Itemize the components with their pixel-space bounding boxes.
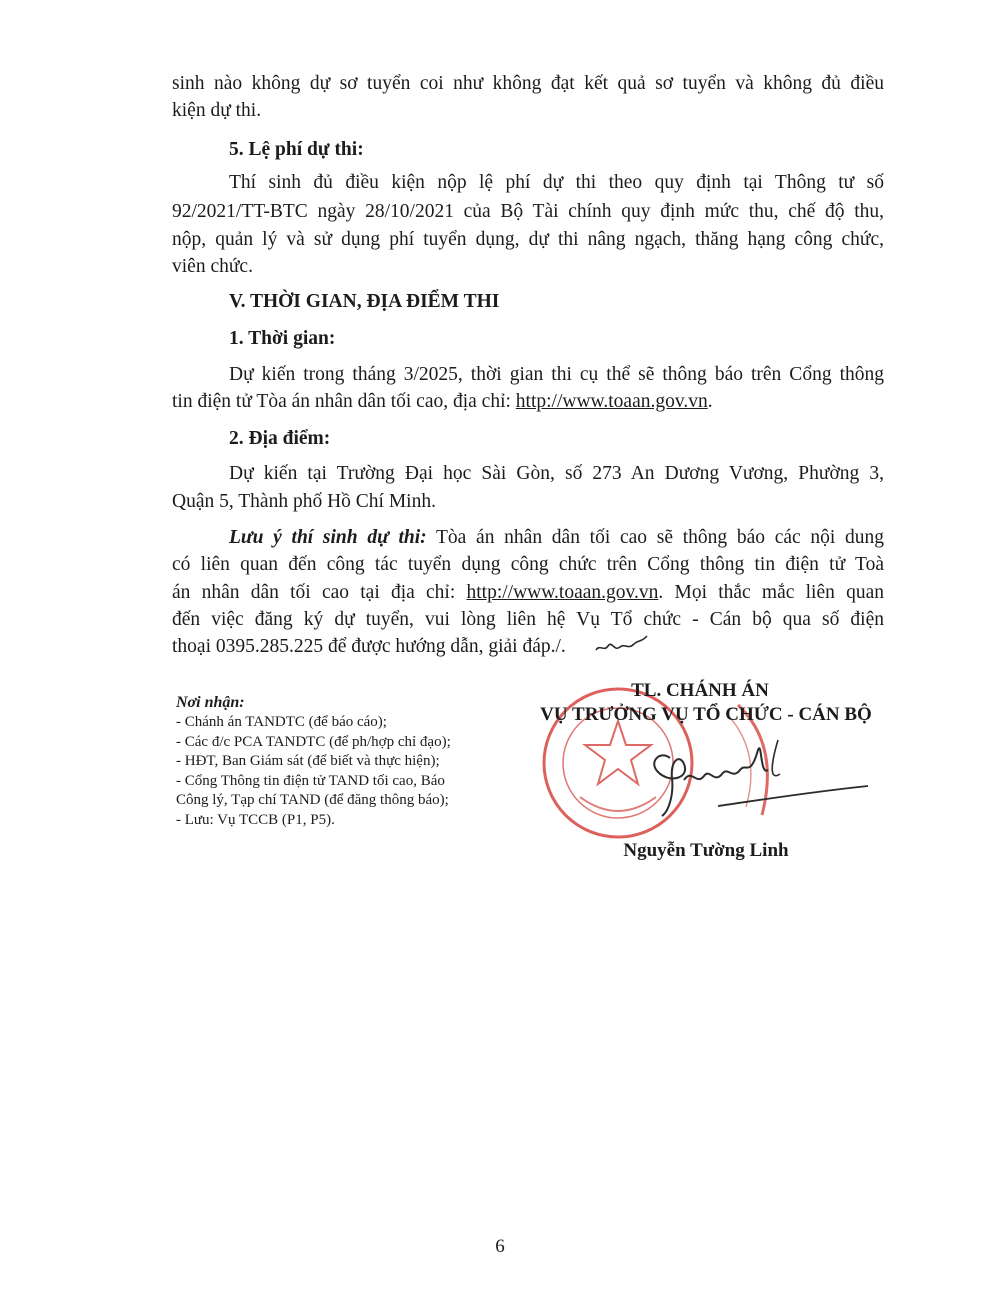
paragraph-line: đến việc đăng ký dự tuyển, vui lòng liên hệ Vụ Tổ chức - Cán bộ qua số điện — [172, 609, 884, 630]
paragraph-line: Quận 5, Thành phố Hồ Chí Minh. — [172, 491, 436, 512]
initials-mark — [592, 632, 650, 658]
paragraph-line: Thí sinh đủ điều kiện nộp lệ phí dự thi theo quy định tại Thông tư số — [229, 172, 884, 193]
paragraph-line: nộp, quản lý và sử dụng phí tuyển dụng, dự thi nâng ngạch, thăng hạng công chức, — [172, 229, 884, 250]
website-link[interactable]: http://www.toaan.gov.vn — [466, 582, 659, 603]
note-label: Lưu ý thí sinh dự thi: — [229, 527, 427, 548]
recipient-item: Công lý, Tạp chí TAND (để đăng thông báo); — [176, 792, 449, 808]
recipient-item: - Chánh án TANDTC (để báo cáo); — [176, 714, 387, 730]
signature-title: TL. CHÁNH ÁN — [631, 680, 769, 701]
website-link[interactable]: http://www.toaan.gov.vn — [515, 391, 708, 412]
paragraph-line: kiện dự thi. — [172, 100, 262, 121]
paragraph-line: Dự kiến tại Trường Đại học Sài Gòn, số 273 An Dương Vương, Phường 3, — [229, 463, 884, 484]
section-heading-time: 1. Thời gian: — [229, 328, 336, 349]
paragraph-line: Lưu ý thí sinh dự thi: Tòa án nhân dân tối cao sẽ thông báo các nội dung — [229, 527, 885, 548]
handwritten-signature — [600, 720, 880, 830]
paragraph-line: có liên quan đến công tác tuyển dụng công chức trên Cổng thông tin điện tử Toà — [172, 554, 884, 575]
signature-position: VỤ TRƯỞNG VỤ TỔ CHỨC - CÁN BỘ — [540, 704, 872, 725]
recipient-item: - Các đ/c PCA TANDTC (để ph/hợp chỉ đạo); — [176, 734, 451, 750]
signer-name: Nguyễn Tường Linh — [623, 840, 789, 861]
section-heading-time-place: V. THỜI GIAN, ĐỊA ĐIỂM THI — [229, 291, 500, 312]
paragraph-line: 92/2021/TT-BTC ngày 28/10/2021 của Bộ Tài chính quy định mức thu, chế độ thu, — [172, 201, 884, 222]
paragraph-line: tin điện tử Tòa án nhân dân tối cao, địa chỉ: http://www.toaan.gov.vn. — [172, 391, 713, 412]
page-number: 6 — [495, 1236, 505, 1257]
paragraph-line: Dự kiến trong tháng 3/2025, thời gian thi cụ thể sẽ thông báo trên Cổng thông — [229, 364, 884, 385]
paragraph-line: án nhân dân tối cao tại địa chỉ: http://www.toaan.gov.vn. Mọi thắc mắc liên quan — [172, 582, 885, 603]
section-heading-place: 2. Địa điểm: — [229, 428, 331, 449]
paragraph-line: thoại 0395.285.225 để được hướng dẫn, giải đáp./. — [172, 636, 566, 657]
section-heading-fee: 5. Lệ phí dự thi: — [229, 139, 364, 160]
recipient-item: - Cổng Thông tin điện tử TAND tối cao, Báo — [176, 773, 445, 789]
recipient-item: - Lưu: Vụ TCCB (P1, P5). — [176, 812, 335, 828]
paragraph-line: viên chức. — [172, 256, 253, 277]
paragraph-line: sinh nào không dự sơ tuyển coi như không đạt kết quả sơ tuyển và không đủ điều — [172, 73, 884, 94]
recipient-item: - HĐT, Ban Giám sát (để biết và thực hiện); — [176, 753, 440, 769]
recipients-title: Nơi nhận: — [176, 694, 245, 711]
